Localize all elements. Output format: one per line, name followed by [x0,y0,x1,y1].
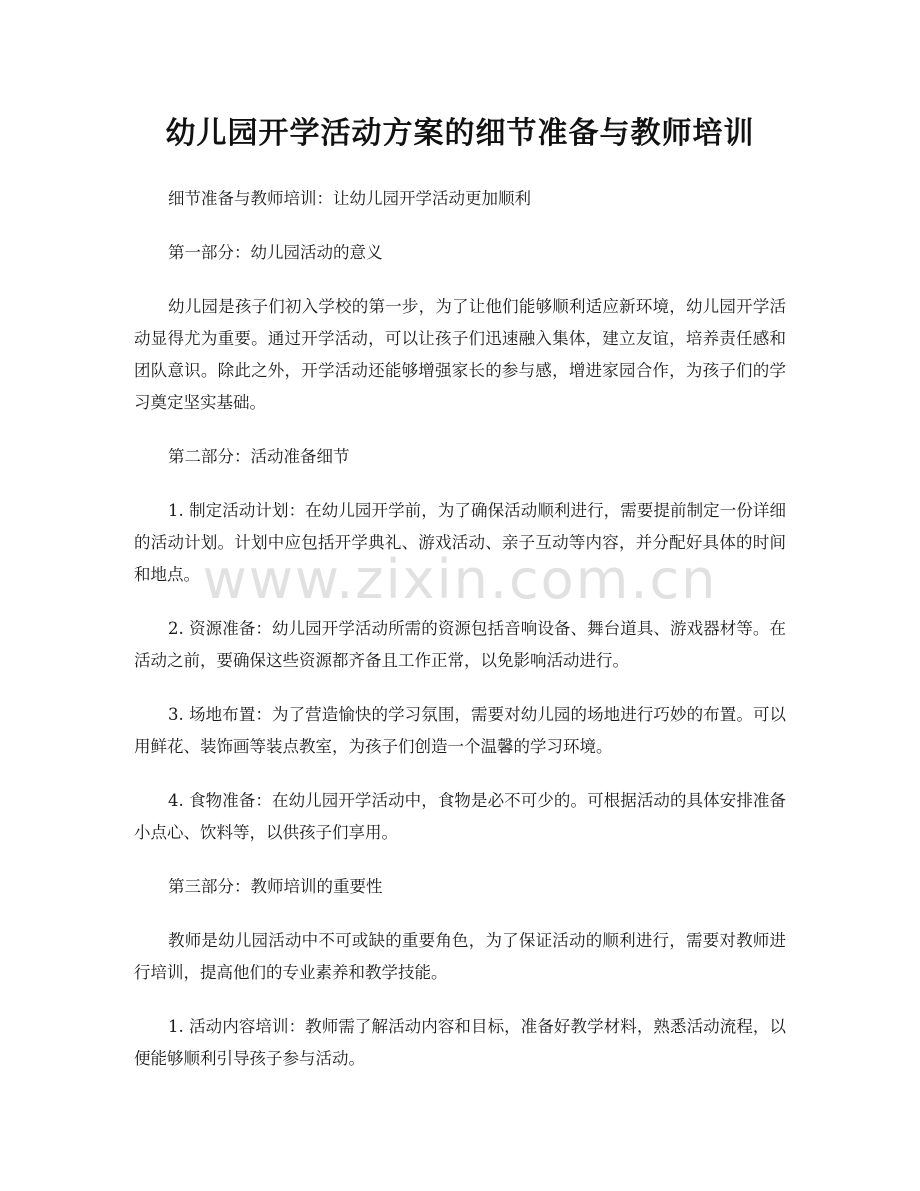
section-heading-part-three: 第三部分：教师培训的重要性 [168,877,383,896]
list-item-food: 4. 食物准备：在幼儿园开学活动中，食物是必不可少的。可根据活动的具体安排准备小点心、饮料等，以供孩子们享用。 [134,791,786,842]
section-heading-part-one: 第一部分：幼儿园活动的意义 [168,243,383,262]
list-item-venue: 3. 场地布置：为了营造愉快的学习氛围，需要对幼儿园的场地进行巧妙的布置。可以用鲜花、装饰画等装点教室，为孩子们创造一个温馨的学习环境。 [134,705,786,756]
body-paragraph: 幼儿园是孩子们初入学校的第一步，为了让他们能够顺利适应新环境，幼儿园开学活动显得尤为重要。通过开学活动，可以让孩子们迅速融入集体，建立友谊，培养责任感和团队意识。除此之外，开学活动还能够增强家长的参与感，增进家园合作，为孩子们的学习奠定坚实基础。 [134,297,786,412]
body-paragraph: 教师是幼儿园活动中不可或缺的重要角色，为了保证活动的顺利进行，需要对教师进行培训，提高他们的专业素养和教学技能。 [134,931,786,982]
list-item-content-training: 1. 活动内容培训：教师需了解活动内容和目标，准备好教学材料，熟悉活动流程，以便能够顺利引导孩子参与活动。 [134,1017,786,1068]
watermark-text: www.zixin.com.cn [202,548,718,611]
list-item-plan: 1. 制定活动计划：在幼儿园开学前，为了确保活动顺利进行，需要提前制定一份详细的活动计划。计划中应包括开学典礼、游戏活动、亲子互动等内容，并分配好具体的时间和地点。 [134,501,786,584]
subtitle-paragraph: 细节准备与教师培训：让幼儿园开学活动更加顺利 [168,189,531,208]
document-body [134,183,786,1097]
document-title: 幼儿园开学活动方案的细节准备与教师培训 [165,116,755,151]
list-item-resources: 2. 资源准备：幼儿园开学活动所需的资源包括音响设备、舞台道具、游戏器材等。在活动之前，要确保这些资源都齐备且工作正常，以免影响活动进行。 [134,619,786,670]
section-heading-part-two: 第二部分：活动准备细节 [168,447,350,466]
